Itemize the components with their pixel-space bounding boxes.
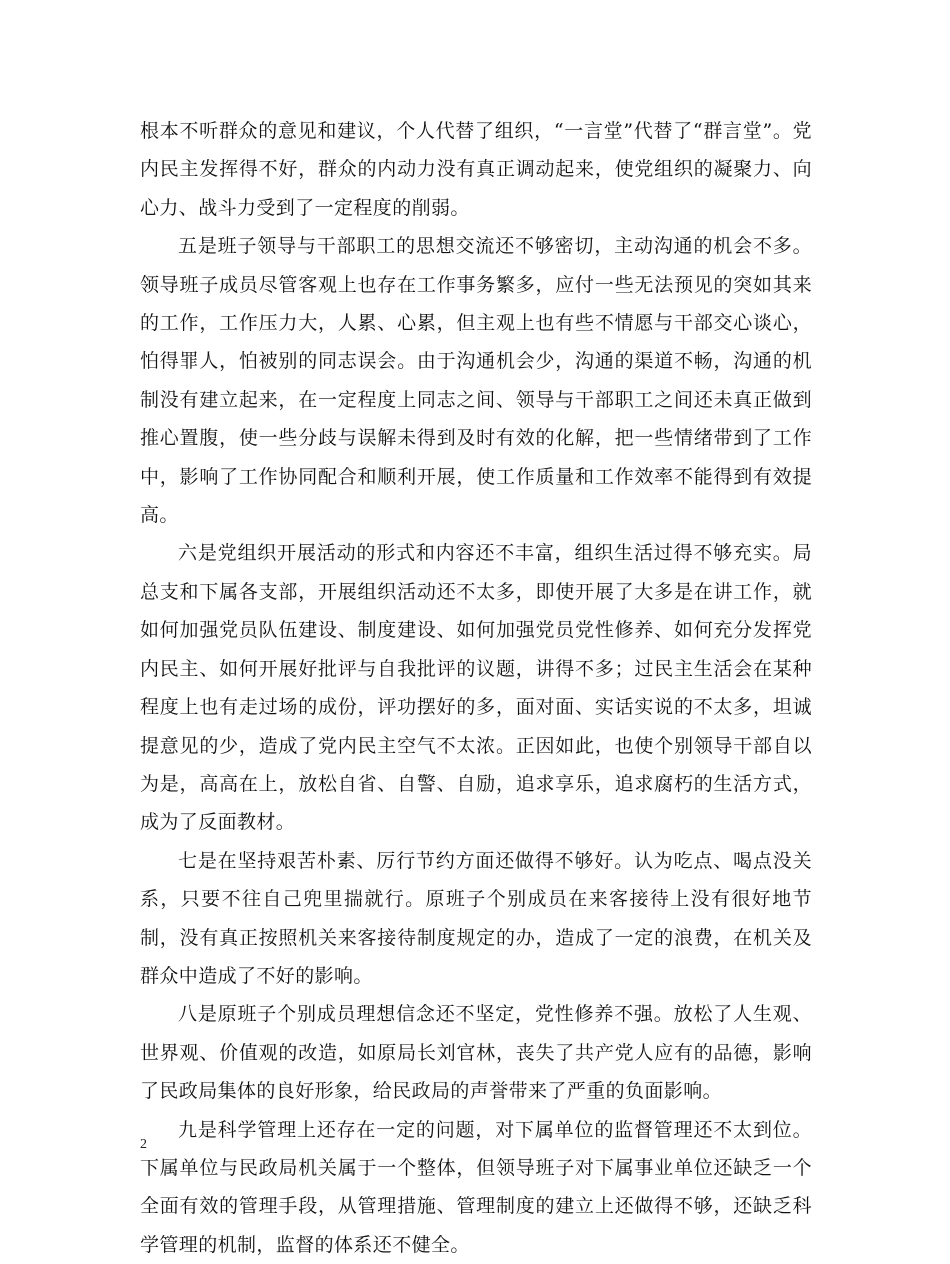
paragraph-item-five: 五是班子领导与干部职工的思想交流还不够密切，主动沟通的机会不多。领导班子成员尽管客观上也存在工作事务繁多，应付一些无法预见的突如其来的工作，工作压力大，人累、心累，但主观上也有些不情愿与干部交心谈心，怕得罪人，怕被别的同志误会。由于沟通机会少，沟通的渠道不畅，沟通的机制没有建立起来，在一定程度上同志之间、领导与干部职工之间还未真正做到推心置腹，使一些分歧与误解未得到及时有效的化解，把一些情绪带到了工作中，影响了工作协同配合和顺利开展，使工作质量和工作效率不能得到有效提高。 xyxy=(140,235,812,527)
page-number: 2 xyxy=(140,1137,147,1152)
paragraph-item-six: 六是党组织开展活动的形式和内容还不丰富，组织生活过得不够充实。局总支和下属各支部，开展组织活动还不太多，即使开展了大多是在讲工作，就如何加强党员队伍建设、制度建设、如何加强党员党性修养、如何充分发挥党内民主、如何开展好批评与自我批评的议题，讲得不多；过民主生活会在某种程度上也有走过场的成份，评功摆好的多，面对面、实话实说的不太多，坦诚提意见的少，造成了党内民主空气不太浓。正因如此，也使个别领导干部自以为是，高高在上，放松自省、自警、自励，追求享乐，追求腐朽的生活方式，成为了反面教材。 xyxy=(140,542,812,834)
paragraph-continuation: 根本不听群众的意见和建议，个人代替了组织，“一言堂”代替了“群言堂”。党内民主发挥得不好，群众的内动力没有真正调动起来，使党组织的凝聚力、向心力、战斗力受到了一定程度的削弱。 xyxy=(140,120,812,219)
paragraph-item-eight: 八是原班子个别成员理想信念还不坚定，党性修养不强。放松了人生观、世界观、价值观的改造，如原局长刘官林，丧失了共产党人应有的品德，影响了民政局集体的良好形象，给民政局的声誉带来了严重的负面影响。 xyxy=(140,1003,812,1103)
document-body xyxy=(140,112,812,1264)
paragraph-item-nine: 九是科学管理上还存在一定的问题，对下属单位的监督管理还不太到位。下属单位与民政局机关属于一个整体，但领导班子对下属事业单位还缺乏一个全面有效的管理手段，从管理措施、管理制度的建立上还做得不够，还缺乏科学管理的机制，监督的体系还不健全。 xyxy=(140,1118,812,1256)
paragraph-item-seven: 七是在坚持艰苦朴素、厉行节约方面还做得不够好。认为吃点、喝点没关系，只要不往自己兜里揣就行。原班子个别成员在来客接待上没有很好地节制，没有真正按照机关来客接待制度规定的办，造成了一定的浪费，在机关及群众中造成了不好的影响。 xyxy=(140,849,812,987)
